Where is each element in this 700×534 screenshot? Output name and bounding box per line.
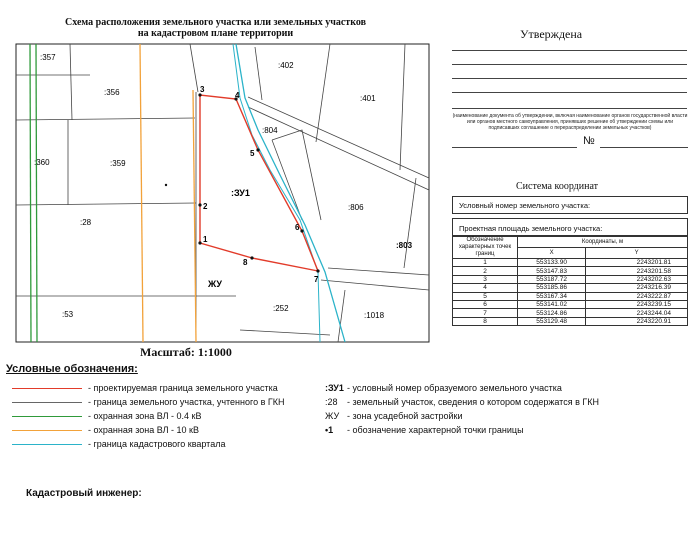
coords-row xyxy=(453,267,688,275)
legend-code: :28 xyxy=(325,397,338,407)
zone-04kv-line-2 xyxy=(36,44,37,342)
parcel-label-804: :804 xyxy=(262,126,278,135)
legend-code-text: - зона усадебной застройки xyxy=(347,411,463,421)
zone-10kv-line-2 xyxy=(193,90,196,342)
coords-cell-n: 5 xyxy=(453,292,518,300)
coords-row xyxy=(453,292,688,300)
parcel-label-360: :360 xyxy=(34,158,50,167)
coords-row xyxy=(453,300,688,308)
coords-cell-n: 2 xyxy=(453,267,518,275)
coords-cell-n: 3 xyxy=(453,275,518,283)
area-box xyxy=(452,218,688,236)
coords-cell-x: 553185.86 xyxy=(518,284,586,292)
legend-line-text: - проектируемая граница земельного участка xyxy=(88,383,278,393)
point-8-dot xyxy=(250,256,253,259)
point-label-2: 2 xyxy=(203,202,208,211)
zone-04kv-line-1 xyxy=(30,44,31,342)
coords-header-x: X xyxy=(518,248,586,259)
cadastral-engineer-label: Кадастровый инженер: xyxy=(26,488,142,499)
map-frame xyxy=(16,44,429,342)
coords-cell-y: 2243239.15 xyxy=(586,300,688,308)
legend-line-row xyxy=(12,425,199,435)
approval-line-4 xyxy=(452,92,687,93)
legend-code: •1 xyxy=(325,425,334,435)
point-1-dot xyxy=(198,241,201,244)
point-label-6: 6 xyxy=(295,223,300,232)
coords-row xyxy=(453,317,688,325)
coords-cell-x: 553187.72 xyxy=(518,275,586,283)
coords-row xyxy=(453,284,688,292)
area-label: Проектная площадь земельного участка: xyxy=(459,224,603,233)
point-6-dot xyxy=(300,229,303,232)
legend-swatch xyxy=(12,402,82,403)
legend-code-row xyxy=(325,397,599,407)
legend-swatch xyxy=(12,444,82,445)
coords-cell-n: 1 xyxy=(453,259,518,267)
legend-line-text: - граница кадастрового квартала xyxy=(88,439,226,449)
map-scale: Масштаб: 1:1000 xyxy=(140,345,232,359)
legend-code-row xyxy=(325,383,562,393)
point-7-dot xyxy=(316,269,319,272)
parcel-label-402: :402 xyxy=(278,61,294,70)
parcel-label-1018: :1018 xyxy=(364,311,385,320)
legend-line-text: - граница земельного участка, учтенного в ГКН xyxy=(88,397,285,407)
coords-row xyxy=(453,309,688,317)
legend-swatch xyxy=(12,430,82,431)
parcel-label-401: :401 xyxy=(360,94,376,103)
approval-line-5 xyxy=(452,108,687,109)
legend-heading: Условные обозначения: xyxy=(6,363,138,375)
legend-code-row xyxy=(325,411,462,421)
coords-cell-n: 7 xyxy=(453,309,518,317)
legend-code-text: - условный номер образуемого земельного участка xyxy=(347,383,562,393)
point-label-8: 8 xyxy=(243,258,248,267)
coords-header-point: Обозначение характерных точек границ xyxy=(453,237,518,259)
scheme-title-line2: на кадастровом плане территории xyxy=(137,28,294,39)
legend-line-row xyxy=(12,411,202,421)
parcel-label-28: :28 xyxy=(80,218,92,227)
coords-cell-x: 553133.90 xyxy=(518,259,586,267)
parcel-label-803: :803 xyxy=(396,241,413,250)
coords-cell-y: 2243216.39 xyxy=(586,284,688,292)
coords-row xyxy=(453,259,688,267)
coords-cell-y: 2243222.87 xyxy=(586,292,688,300)
new-parcel-label: :ЗУ1 xyxy=(231,188,250,198)
point-5-dot xyxy=(256,148,259,151)
parcel-label-359: :359 xyxy=(110,159,126,168)
zone-label: ЖУ xyxy=(208,279,222,289)
coords-header-y: Y xyxy=(586,248,688,259)
legend-code-text: - земельный участок, сведения о котором содержатся в ГКН xyxy=(347,397,599,407)
coords-cell-y: 2243202.63 xyxy=(586,275,688,283)
legend-line-row xyxy=(12,439,225,449)
parcel-label-53: :53 xyxy=(62,310,74,319)
quarter-boundary-line xyxy=(236,44,345,342)
coords-cell-y: 2243244.04 xyxy=(586,309,688,317)
legend-line-row xyxy=(12,383,278,393)
parcel-labels xyxy=(34,53,413,320)
legend-line-text: - охранная зона ВЛ - 0.4 кВ xyxy=(88,411,202,421)
new-parcel-boundary xyxy=(200,95,318,271)
legend-swatch xyxy=(12,416,82,417)
parcel-number-box xyxy=(452,196,688,214)
coordinates-table xyxy=(452,236,688,326)
point-label-1: 1 xyxy=(203,235,208,244)
approval-number-line xyxy=(600,147,688,148)
coords-cell-x: 553129.48 xyxy=(518,317,586,325)
approval-date-line xyxy=(452,147,577,148)
coords-cell-x: 553167.34 xyxy=(518,292,586,300)
parcel-label-252: :252 xyxy=(273,304,289,313)
approval-heading: Утверждена xyxy=(520,27,583,41)
coords-row xyxy=(453,275,688,283)
zone-10kv-line-1 xyxy=(140,44,143,342)
coords-cell-x: 553141.02 xyxy=(518,300,586,308)
coords-cell-y: 2243220.91 xyxy=(586,317,688,325)
parcel-label-356: :356 xyxy=(104,88,120,97)
point-labels xyxy=(200,85,319,284)
legend-swatch xyxy=(12,388,82,389)
approval-line-1 xyxy=(452,50,687,51)
coords-cell-y: 2243201.81 xyxy=(586,259,688,267)
parcel-number-label: Условный номер земельного участка: xyxy=(459,201,591,210)
parcel-label-806: :806 xyxy=(348,203,364,212)
cadastral-map xyxy=(0,0,450,345)
point-label-3: 3 xyxy=(200,85,205,94)
coords-cell-y: 2243201.58 xyxy=(586,267,688,275)
approval-number-mark: № xyxy=(583,135,595,147)
point-label-5: 5 xyxy=(250,149,255,158)
existing-parcel-boundaries xyxy=(16,44,429,342)
approval-line-3 xyxy=(452,78,687,79)
boundary-points xyxy=(198,93,319,272)
coords-header-coords: Координаты, м xyxy=(518,237,688,248)
coords-cell-x: 553124.86 xyxy=(518,309,586,317)
coords-cell-n: 8 xyxy=(453,317,518,325)
legend-line-row xyxy=(12,397,285,407)
legend-code-row xyxy=(325,425,524,435)
coordinate-system-heading: Система координат xyxy=(516,181,599,192)
legend-code-text: - обозначение характерной точки границы xyxy=(347,425,524,435)
approval-line-2 xyxy=(452,64,687,65)
coords-cell-x: 553147.83 xyxy=(518,267,586,275)
legend-code: ЖУ xyxy=(325,411,340,421)
point-label-4: 4 xyxy=(235,91,240,100)
legend-code: :ЗУ1 xyxy=(325,383,344,393)
legend-line-text: - охранная зона ВЛ - 10 кВ xyxy=(88,425,199,435)
point-label-7: 7 xyxy=(314,275,319,284)
parcel-label-357: :357 xyxy=(40,53,56,62)
coords-cell-n: 4 xyxy=(453,284,518,292)
map-dot xyxy=(165,184,167,186)
scheme-title-line1: Схема расположения земельного участка или земельных участков xyxy=(65,17,366,28)
coordinates-table-body xyxy=(453,259,688,326)
coords-cell-n: 6 xyxy=(453,300,518,308)
point-2-dot xyxy=(198,203,201,206)
approval-note: (наименование документа об утверждении, включая наименование органов государственной власти или органов местного самоуправления, принявших решение об утверждении схемы или подписавших соглашение о перераспределении земельных участков) xyxy=(452,113,688,131)
